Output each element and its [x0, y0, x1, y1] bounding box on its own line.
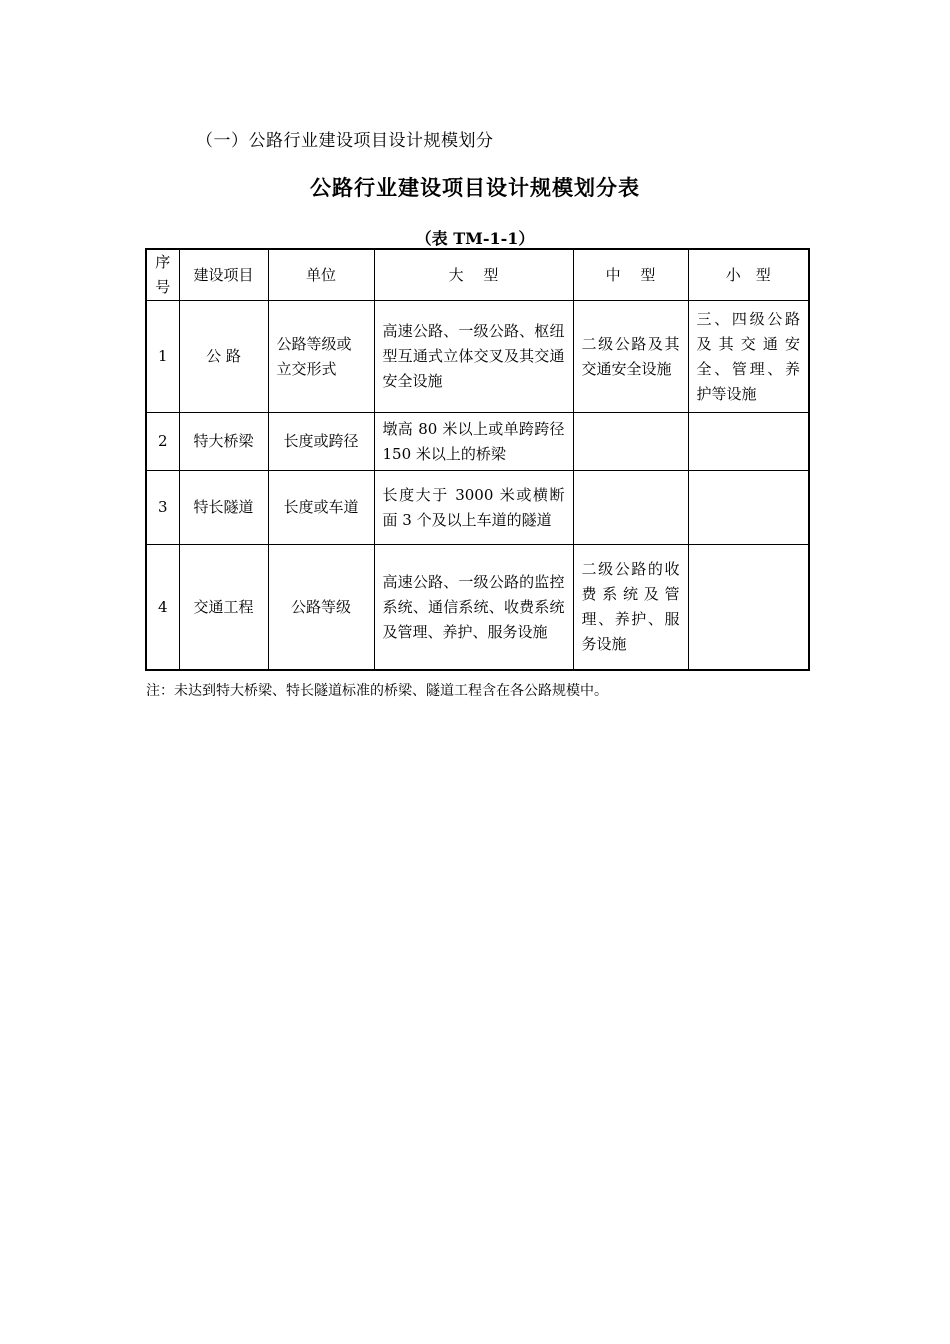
cell-medium: [573, 413, 688, 471]
header-large: 大 型: [374, 249, 573, 301]
cell-unit: 长度或车道: [268, 471, 374, 545]
table-note: 注：未达到特大桥梁、特长隧道标准的桥梁、隧道工程含在各公路规模中。: [146, 683, 608, 699]
cell-large: 高速公路、一级公路、枢纽型互通式立体交叉及其交通安全设施: [374, 301, 573, 413]
cell-medium: 二级公路及其交通安全设施: [573, 301, 688, 413]
cell-medium: 二级公路的收费系统及管理、养护、服务设施: [573, 545, 688, 671]
cell-unit: 长度或跨径: [268, 413, 374, 471]
header-no: 序号: [146, 249, 179, 301]
cell-small: [688, 471, 809, 545]
cell-item: 特长隧道: [179, 471, 268, 545]
cell-small: 三、四级公路及其交通安全、管理、养护等设施: [688, 301, 809, 413]
cell-large: 墩高 80 米以上或单跨跨径 150 米以上的桥梁: [374, 413, 573, 471]
header-item: 建设项目: [179, 249, 268, 301]
table-row: [146, 413, 809, 471]
header-small: 小 型: [688, 249, 809, 301]
header-medium: 中 型: [573, 249, 688, 301]
cell-unit: 公路等级或立交形式: [268, 301, 374, 413]
table-row: [146, 545, 809, 671]
header-unit: 单位: [268, 249, 374, 301]
cell-no: 1: [146, 301, 179, 413]
table-code: （表 TM-1-1）: [415, 229, 535, 248]
cell-item: 交通工程: [179, 545, 268, 671]
cell-large: 长度大于 3000 米或横断面 3 个及以上车道的隧道: [374, 471, 573, 545]
cell-large: 高速公路、一级公路的监控系统、通信系统、收费系统及管理、养护、服务设施: [374, 545, 573, 671]
document-title: 公路行业建设项目设计规模划分表: [310, 176, 640, 200]
section-heading: （一）公路行业建设项目设计规模划分: [196, 131, 494, 151]
cell-item: 特大桥梁: [179, 413, 268, 471]
cell-item: 公 路: [179, 301, 268, 413]
cell-small: [688, 413, 809, 471]
cell-medium: [573, 471, 688, 545]
table-row: [146, 471, 809, 545]
table-row: [146, 301, 809, 413]
scale-classification-table: [145, 248, 810, 671]
cell-no: 4: [146, 545, 179, 671]
cell-small: [688, 545, 809, 671]
cell-no: 3: [146, 471, 179, 545]
table-header-row: [146, 249, 809, 301]
cell-unit: 公路等级: [268, 545, 374, 671]
cell-no: 2: [146, 413, 179, 471]
